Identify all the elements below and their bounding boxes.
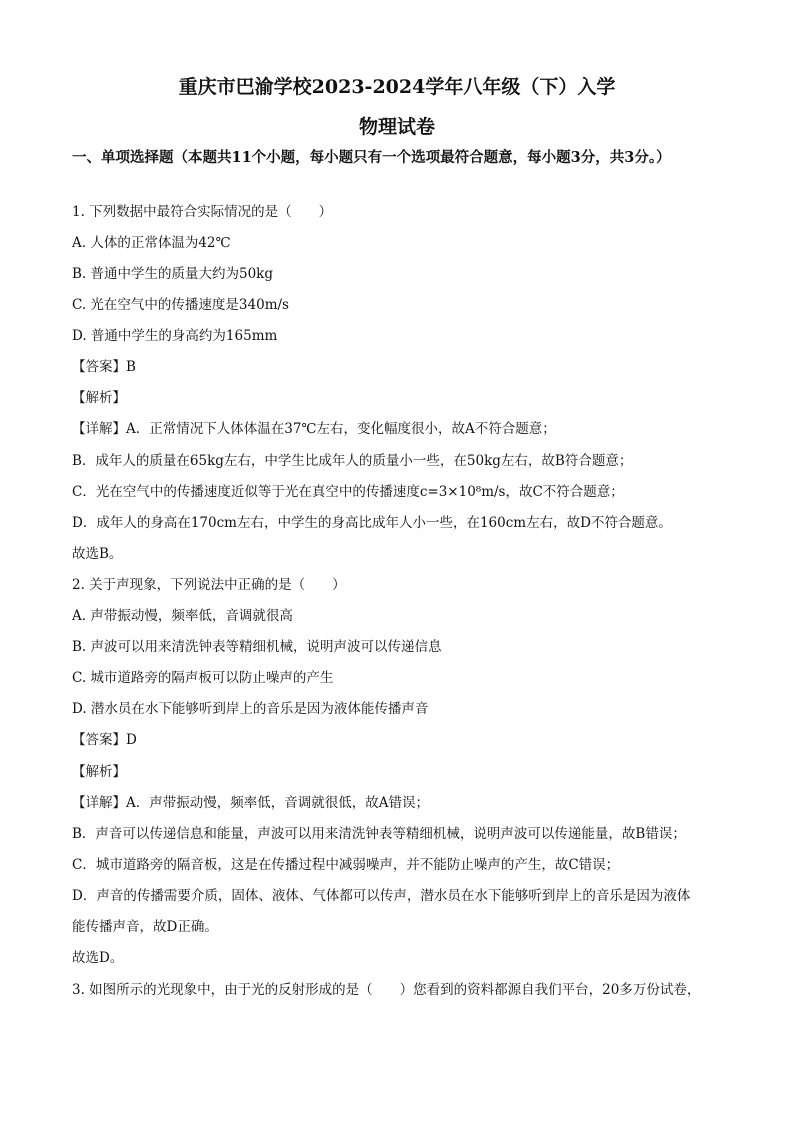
question-2-detail-b: B．声音可以传递信息和能量，声波可以用来清洗钟表等精细机械，说明声波可以传递能量，故B错误；	[72, 826, 686, 842]
question-1-detail-a: 【详解】A．正常情况下人体体温在37℃左右，变化幅度很小，故A不符合题意；	[72, 421, 556, 437]
page-subtitle: 物理试卷	[358, 116, 435, 138]
question-1-stem: 1. 下列数据中最符合实际情况的是（ ）	[72, 204, 333, 220]
question-2-detail-d: D．声音的传播需要介质，固体、液体、气体都可以传声，潜水员在水下能够听到岸上的音乐是因为液体	[72, 888, 691, 904]
question-1-option-a: A. 人体的正常体温为42℃	[72, 235, 231, 251]
question-2-detail-d-cont: 能传播声音，故D正确。	[72, 919, 218, 935]
question-1-answer: 【答案】B	[72, 359, 136, 375]
question-3-stem: 3. 如图所示的光现象中，由于光的反射形成的是（ ）您看到的资料都源自我们平台，20多万份试卷，	[72, 982, 701, 998]
question-1-analysis-label: 【解析】	[72, 390, 126, 406]
question-2-conclusion: 故选D。	[72, 950, 124, 966]
question-2-detail-c: C．城市道路旁的隔音板，这是在传播过程中减弱噪声，并不能防止噪声的产生，故C错误；	[72, 857, 620, 873]
question-1-detail-b: B．成年人的质量在65kg左右，中学生比成年人的质量小一些，在50kg左右，故B符合题意；	[72, 453, 633, 469]
question-2-detail-a: 【详解】A．声带振动慢，频率低，音调就很低，故A错误；	[72, 795, 429, 811]
question-1-option-d: D. 普通中学生的身高约为165mm	[72, 328, 278, 344]
question-1-option-b: B. 普通中学生的质量大约为50kg	[72, 266, 274, 282]
question-2-analysis-label: 【解析】	[72, 764, 126, 780]
question-2-option-c: C. 城市道路旁的隔声板可以防止噪声的产生	[72, 670, 334, 686]
section-heading: 一、单项选择题（本题共11个小题，每小题只有一个选项最符合题意，每小题3分，共3分。）	[72, 149, 671, 166]
question-1-conclusion: 故选B。	[72, 546, 123, 562]
question-1-option-c: C. 光在空气中的传播速度是340m/s	[72, 297, 289, 313]
question-1-detail-d: D．成年人的身高在170cm左右，中学生的身高比成年人小一些，在160cm左右，故D不符合题意。	[72, 515, 672, 531]
question-2-stem: 2. 关于声现象，下列说法中正确的是（ ）	[72, 577, 346, 593]
page-title: 重庆市巴渝学校2023-2024学年八年级（下）入学	[178, 76, 616, 98]
question-1-detail-c: C．光在空气中的传播速度近似等于光在真空中的传播速度c=3×10⁸m/s，故C不符合题意；	[72, 484, 624, 500]
question-2-option-b: B. 声波可以用来清洗钟表等精细机械，说明声波可以传递信息	[72, 639, 442, 655]
question-2-option-d: D. 潜水员在水下能够听到岸上的音乐是因为液体能传播声音	[72, 701, 429, 717]
question-2-answer: 【答案】D	[72, 732, 137, 748]
question-2-option-a: A. 声带振动慢，频率低，音调就很高	[72, 608, 293, 624]
